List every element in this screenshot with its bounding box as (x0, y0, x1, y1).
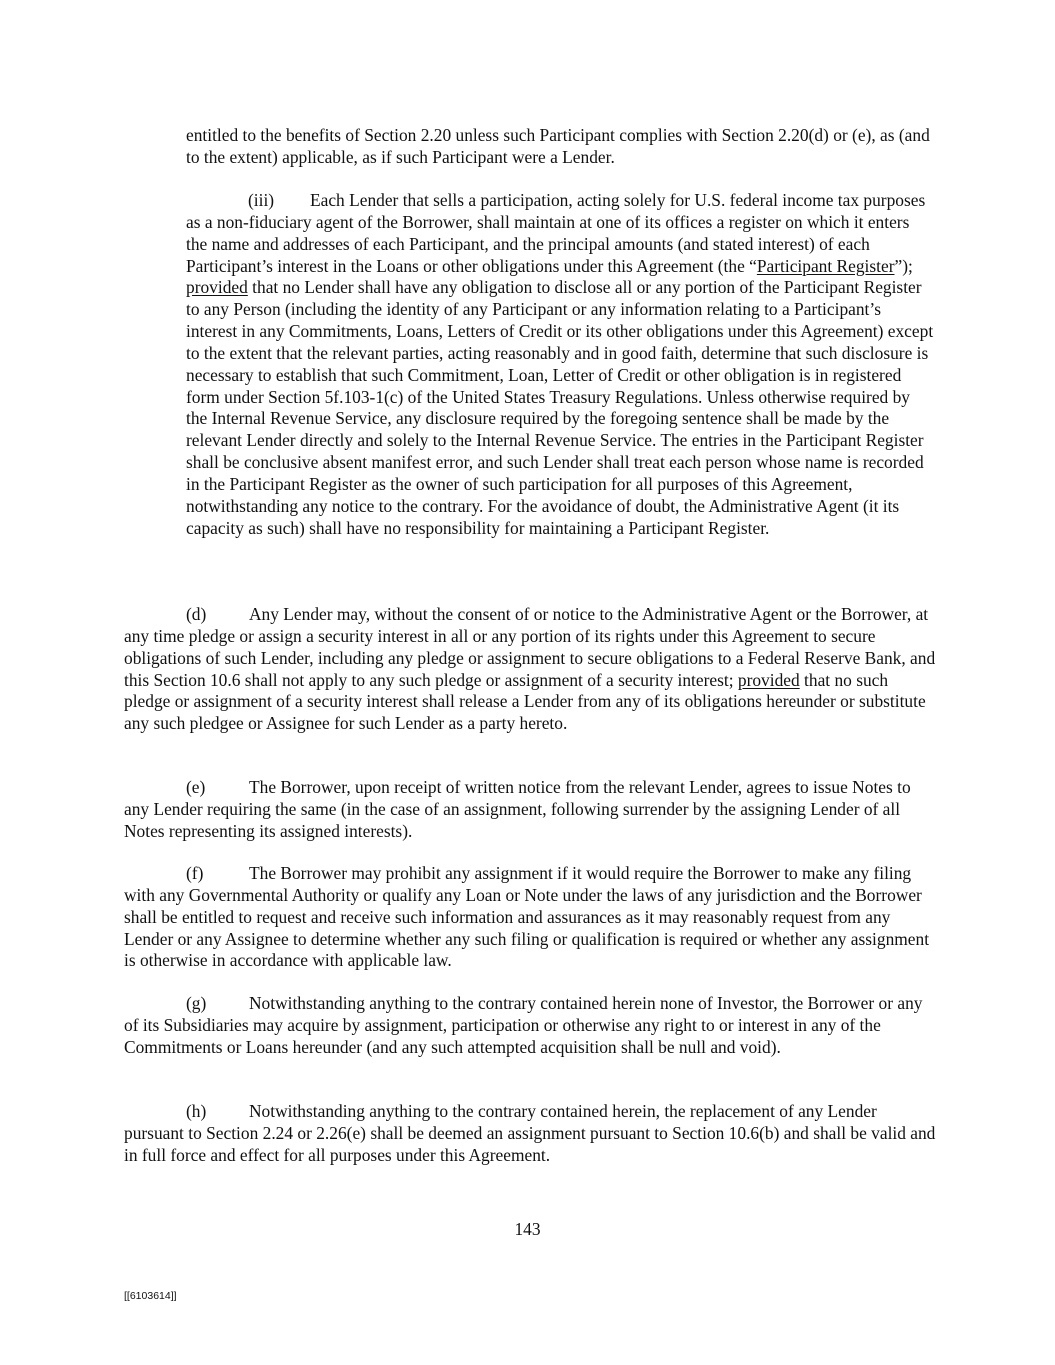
paragraph-h (124, 1101, 936, 1167)
paragraph-text: ”); (894, 255, 913, 276)
paragraph-enumerator: (e) (186, 777, 206, 797)
paragraph-e (124, 777, 936, 843)
paragraph-text: Notwithstanding anything to the contrary contained herein, the replacement of any Lender pursuant to Section 2.24 or 2.26(e) shall be deemed an assignment pursuant to Section 10.6(b) and shall be valid and in full force and effect for all purposes under this Agreement. (124, 1101, 936, 1165)
document-id: [[6103614]] (124, 1290, 177, 1302)
paragraph-text: Each Lender that sells a participation, acting solely for U.S. federal income tax purposes as a non-fiduciary agent of the Borrower, shall maintain at one of its offices a register on which it enters the name and addresses of each Participant, and the principal amounts (and stated interest) of each Participant’s interest in the Loans or other obligations under this Agreement (the “ (186, 190, 926, 276)
proviso-term: provided (186, 277, 248, 298)
paragraph-enumerator: (d) (186, 604, 207, 624)
paragraph-enumerator: (f) (186, 863, 204, 883)
paragraph-continuation (186, 125, 934, 169)
paragraph-text: entitled to the benefits of Section 2.20 unless such Participant complies with Section 2.20(d) or (e), as (and to the extent) applicable, as if such Participant were a Lender. (186, 125, 930, 167)
paragraph-text: that no such pledge or assignment of a security interest shall release a Lender from any of its obligations hereunder or substitute any such pledgee or Assignee for such Lender as a party hereto. (124, 669, 926, 734)
paragraph-text: Notwithstanding anything to the contrary contained herein none of Investor, the Borrower or any of its Subsidiaries may acquire by assignment, participation or otherwise any right to or interest in any of the Commitments or Loans hereunder (and any such attempted acquisition shall be null and void). (124, 993, 923, 1057)
paragraph-text: The Borrower may prohibit any assignment if it would require the Borrower to make any filing with any Governmental Authority or qualify any Loan or Note under the laws of any jurisdiction and the Borrower shall be entitled to request and receive such information and assurances as it may reasonably request from any Lender or any Assignee to determine whether any such filing or qualification is required or whether any assignment is otherwise in accordance with applicable law. (124, 863, 930, 971)
defined-term-participant-register: Participant Register (756, 255, 895, 276)
proviso-term: provided (737, 669, 800, 690)
paragraph-enumerator: (iii) (248, 190, 275, 210)
paragraph-text: Any Lender may, without the consent of or notice to the Administrative Agent or the Borrower, at any time pledge or assign a security interest in all or any portion of its rights under this Agreement to secure obligations of such Lender, including any pledge or assignment to secure obligations to a Federal Reserve Bank, and this Section 10.6 shall not apply to any such pledge or assignment of a security interest; (124, 604, 936, 690)
paragraph-d (124, 604, 936, 735)
page-number: 143 (514, 1219, 541, 1239)
paragraph-enumerator: (g) (186, 993, 207, 1013)
paragraph-g (124, 993, 936, 1059)
paragraph-text: that no Lender shall have any obligation to disclose all or any portion of the Participant Register to any Person (including the identity of any Participant or any information relating to a Participant’s interest in any Commitments, Loans, Letters of Credit or its other obligations under this Agreement) except to the extent that the relevant parties, acting reasonably and in good faith, determine that such disclosure is necessary to establish that such Commitment, Loan, Letter of Credit or other obligation is in registered form under Section 5f.103-1(c) of the United States Treasury Regulations. Unless otherwise required by the Internal Revenue Service, any disclosure required by the foregoing sentence shall be made by the relevant Lender directly and solely to the Internal Revenue Service. The entries in the Participant Register shall be conclusive absent manifest error, and such Lender shall treat each person whose name is recorded in the Participant Register as the owner of such participation for all purposes of this Agreement, notwithstanding any notice to the contrary. For the avoidance of doubt, the Administrative Agent (it its capacity as such) shall have no responsibility for maintaining a Participant Register. (186, 277, 934, 538)
paragraph-f (124, 863, 936, 972)
paragraph-iii (186, 190, 934, 540)
paragraph-text: The Borrower, upon receipt of written notice from the relevant Lender, agrees to issue Notes to any Lender requiring the same (in the case of an assignment, following surrender by the assigning Lender of all Notes representing its assigned interests). (124, 777, 911, 841)
paragraph-enumerator: (h) (186, 1101, 207, 1121)
